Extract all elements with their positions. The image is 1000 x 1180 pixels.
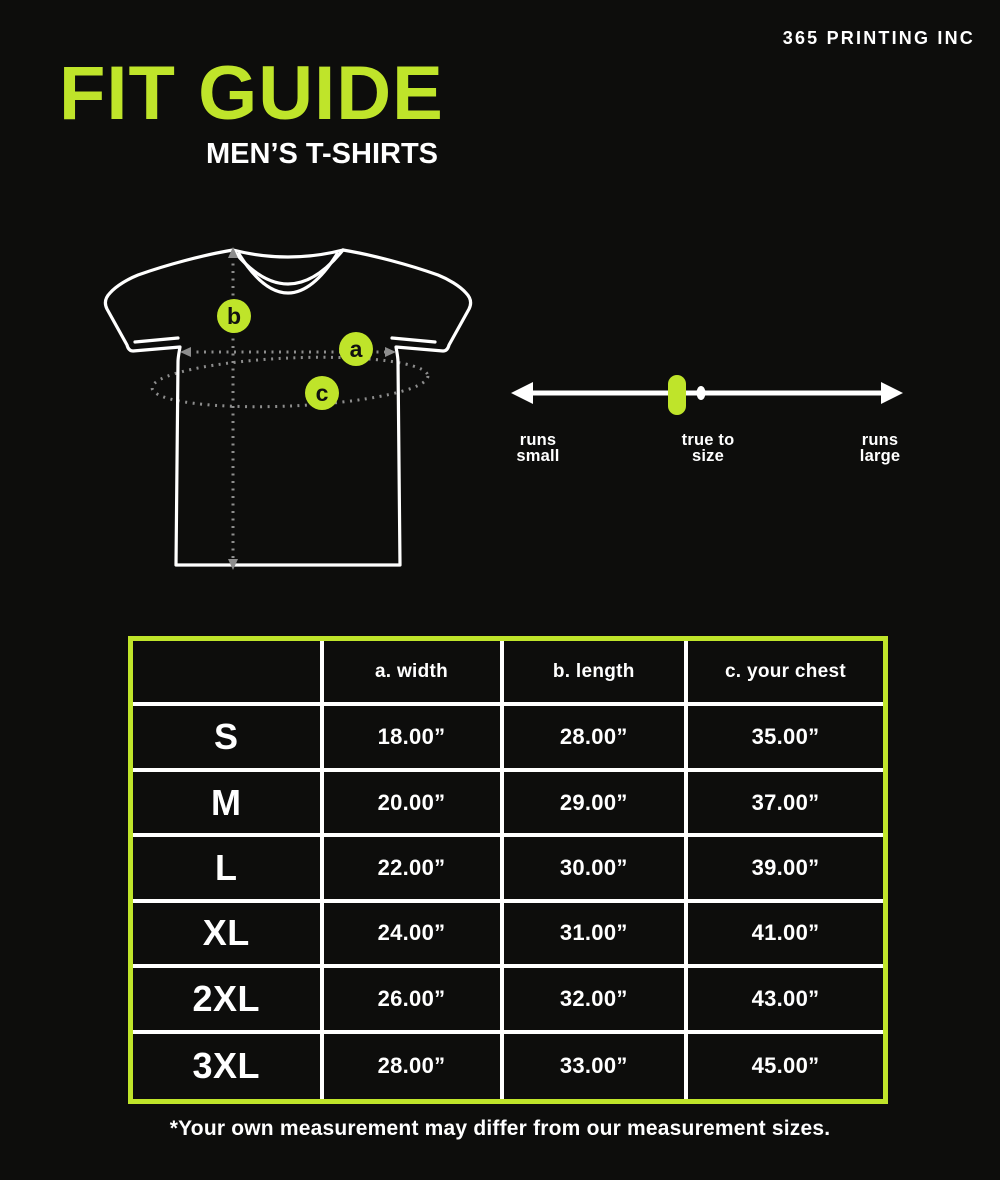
size-table-header-width: a. width <box>324 641 504 706</box>
size-table-row-size: 2XL <box>133 968 324 1033</box>
size-table-row-width: 22.00” <box>324 837 504 902</box>
fit-scale <box>505 367 909 423</box>
width-arrow-right <box>385 347 396 357</box>
size-table-row-size: 3XL <box>133 1034 324 1099</box>
fit-scale-indicator-pill <box>668 375 686 415</box>
fit-scale-label-runs-small <box>478 433 598 464</box>
size-table-row-width: 18.00” <box>324 706 504 771</box>
size-table-row-length: 29.00” <box>504 772 689 837</box>
size-table <box>128 636 888 1104</box>
size-table-header-length: b. length <box>504 641 689 706</box>
tshirt-outline <box>105 250 470 565</box>
size-table-row-chest: 35.00” <box>688 706 883 771</box>
size-table-row-width: 20.00” <box>324 772 504 837</box>
fit-scale-label-runs-large <box>820 433 940 464</box>
size-table-row-chest: 41.00” <box>688 903 883 968</box>
size-table-row-length: 30.00” <box>504 837 689 902</box>
fit-scale-dot <box>697 386 706 400</box>
size-table-row-chest: 39.00” <box>688 837 883 902</box>
page-subtitle: MEN’S T-SHIRTS <box>206 138 439 170</box>
right-cuff-seam <box>392 338 435 342</box>
tshirt-diagram <box>100 235 470 575</box>
size-table-row-width: 28.00” <box>324 1034 504 1099</box>
fit-scale-label-true-to-size <box>648 433 768 464</box>
brand-name: 365 PRINTING INC <box>782 28 975 48</box>
collar-inner-line <box>239 254 337 293</box>
marker-c <box>305 376 339 410</box>
size-table-row-chest: 45.00” <box>751 1053 820 1079</box>
fit-scale-arrow-right <box>881 382 903 404</box>
marker-a <box>339 332 373 366</box>
left-cuff-seam <box>135 338 178 342</box>
size-table-row-size: XL <box>133 903 324 968</box>
size-table-row-chest: 43.00” <box>688 968 883 1033</box>
footnote: *Your own measurement may differ from our measurement sizes. <box>169 1117 831 1140</box>
size-table-row-size: L <box>133 837 324 902</box>
size-table-row-length: 28.00” <box>504 706 689 771</box>
marker-b <box>217 299 251 333</box>
marker-b-letter: b <box>226 303 242 329</box>
size-table-row-width: 26.00” <box>324 968 504 1033</box>
size-table-row-size: S <box>133 706 324 771</box>
size-table-header-chest: c. your chest <box>688 641 883 706</box>
runs-large-line2: large <box>859 446 901 465</box>
width-arrow-left <box>180 347 191 357</box>
size-table-row-length: 33.00” <box>504 1034 689 1099</box>
size-table-row-size: M <box>133 772 324 837</box>
true-to-size-line2: size <box>692 446 724 465</box>
runs-small-line1: runs <box>519 431 557 449</box>
marker-a-letter: a <box>349 336 363 362</box>
size-table-corner-cell <box>133 641 324 706</box>
size-table-row-width: 24.00” <box>324 903 504 968</box>
runs-large-line1: runs <box>861 431 899 449</box>
size-table-row-chest: 37.00” <box>688 772 883 837</box>
true-to-size-line1: true to <box>681 431 735 449</box>
page-title: FIT GUIDE <box>59 51 444 136</box>
size-table-row-length: 32.00” <box>504 968 689 1033</box>
size-table-row-length: 31.00” <box>504 903 689 968</box>
chest-ellipse-dashed-line <box>151 352 429 412</box>
runs-small-line2: small <box>516 446 560 465</box>
marker-c-letter: c <box>315 380 329 406</box>
fit-scale-arrow-left <box>511 382 533 404</box>
